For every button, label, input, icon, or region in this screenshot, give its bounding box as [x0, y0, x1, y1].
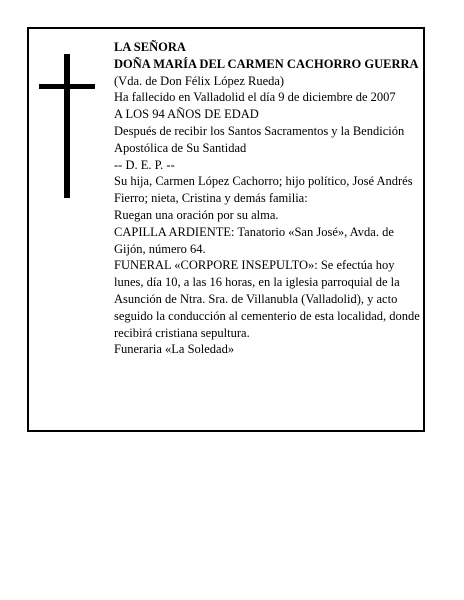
- sacraments-line: Después de recibir los Santos Sacramentos y la Bendición Apostólica de Su Santidad: [114, 123, 405, 155]
- funeral-home: Funeraria «La Soledad»: [114, 342, 235, 357]
- death-announcement: Ha fallecido en Valladolid el día 9 de diciembre de 2007: [114, 90, 396, 105]
- age-line: A LOS 94 AÑOS DE EDAD: [114, 107, 259, 122]
- latin-cross-icon: [39, 54, 95, 198]
- obituary-text: [114, 39, 424, 358]
- widow-of-line: (Vda. de Don Félix López Rueda): [114, 73, 285, 88]
- deceased-name: DOÑA MARÍA DEL CARMEN CACHORRO GUERRA: [114, 56, 419, 71]
- funeral-service: FUNERAL «CORPORE INSEPULTO»: Se efectúa hoy lunes, día 10, a las 16 horas, en la iglesia parroquial de la Asunción de Ntra. Sra. de Villanubla (Valladolid), y acto seguido la conducción al cementerio de esta localidad, donde recibirá cristiana sepultura.: [114, 258, 420, 340]
- cross-vertical-bar: [64, 54, 70, 198]
- prayer-request: Ruegan una oración por su alma.: [114, 207, 279, 222]
- family-line: Su hija, Carmen López Cachorro; hijo político, José Andrés Fierro; nieta, Cristina y demás familia:: [114, 174, 413, 206]
- rest-in-peace: -- D. E. P. --: [114, 157, 175, 172]
- funeral-chapel: CAPILLA ARDIENTE: Tanatorio «San José», Avda. de Gijón, número 64.: [114, 224, 394, 256]
- notice-title: LA SEÑORA: [114, 40, 186, 54]
- cross-horizontal-bar: [39, 84, 95, 89]
